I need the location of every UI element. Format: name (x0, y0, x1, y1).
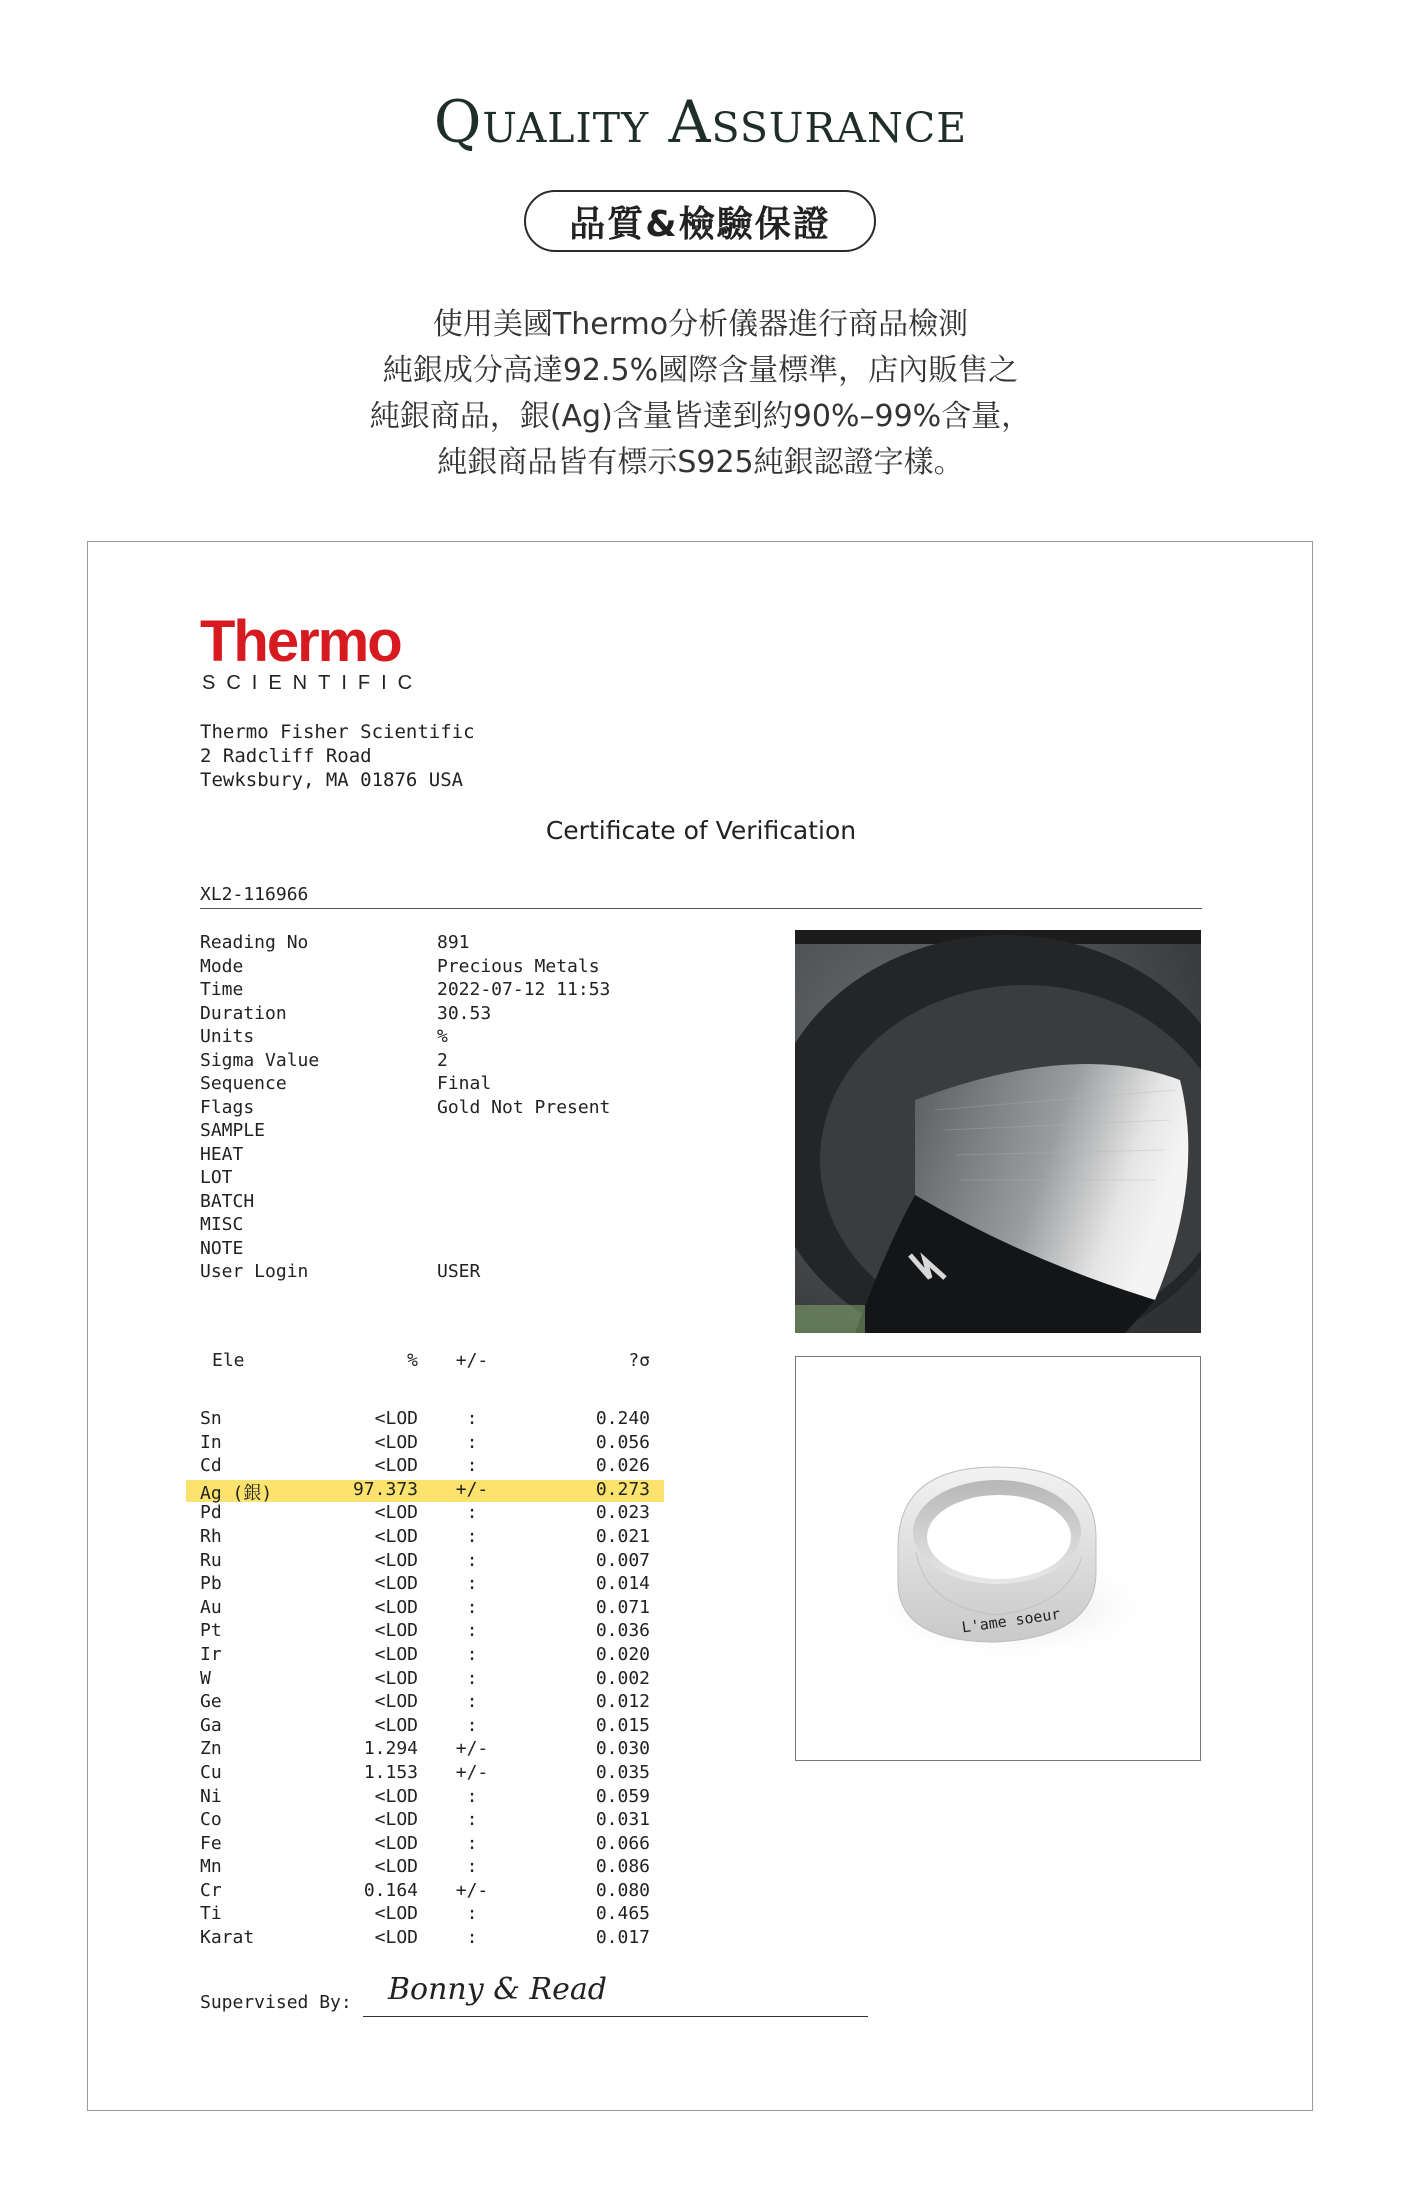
certificate-document (87, 541, 1313, 2111)
cell-sigma: 0.066 (595, 1832, 650, 1854)
cell-sigma: 0.071 (595, 1596, 650, 1618)
table-row (200, 1432, 720, 1456)
cell-element: Ge (200, 1691, 222, 1713)
cell-plus-minus: : (466, 1809, 478, 1831)
cell-element: Mn (200, 1856, 222, 1878)
cell-sigma: 0.030 (595, 1738, 650, 1760)
cell-sigma: 0.023 (595, 1502, 650, 1524)
cell-plus-minus: : (466, 1903, 478, 1925)
sample-photo (795, 930, 1201, 1333)
table-row (200, 1715, 720, 1739)
cell-element: Pt (200, 1620, 222, 1642)
table-row (200, 1620, 720, 1644)
supervised-label: Supervised By: (200, 1992, 352, 2013)
metadata-key: Time (200, 979, 244, 1000)
cell-percent: <LOD (374, 1927, 418, 1949)
cell-sigma: 0.007 (595, 1549, 650, 1571)
table-row (200, 1833, 720, 1857)
cell-percent: <LOD (374, 1549, 418, 1571)
cell-sigma: 0.240 (595, 1408, 650, 1429)
thermo-logo: Thermo (200, 609, 401, 674)
intro-line: 純銀商品皆有標示S925純銀認證字樣。 (437, 445, 964, 480)
serial-number: XL2-116966 (200, 884, 309, 905)
cell-element: In (200, 1431, 222, 1453)
table-row (200, 1691, 720, 1715)
cell-element: Zn (200, 1738, 222, 1760)
metadata-key: Mode (200, 955, 244, 977)
cell-sigma: 0.020 (595, 1643, 650, 1665)
cell-sigma: 0.273 (595, 1478, 650, 1500)
cell-percent: <LOD (374, 1856, 418, 1878)
cell-percent: <LOD (374, 1903, 418, 1925)
metadata-key: BATCH (200, 1190, 255, 1212)
table-row-highlighted (200, 1479, 720, 1503)
metadata-value: Gold Not Present (437, 1096, 611, 1118)
cell-sigma: 0.017 (595, 1927, 650, 1949)
cell-element: Sn (200, 1408, 222, 1429)
cell-element: Ir (200, 1643, 222, 1665)
thermo-logo-subtitle: SCIENTIFIC (202, 672, 424, 694)
metadata-value: 2 (437, 1049, 448, 1071)
cell-element: Karat (200, 1927, 255, 1949)
cell-sigma: 0.014 (595, 1573, 650, 1595)
table-row (200, 1597, 720, 1621)
cell-percent: 1.153 (363, 1761, 418, 1783)
table-row (200, 1644, 720, 1668)
table-row (200, 1502, 720, 1526)
address-line: Thermo Fisher Scientific (200, 721, 475, 743)
cell-plus-minus: +/- (455, 1478, 489, 1500)
cell-sigma: 0.035 (595, 1761, 650, 1783)
header-plus-minus: +/- (455, 1350, 489, 1371)
ring-photo (795, 1356, 1201, 1761)
metadata-value: % (437, 1026, 448, 1047)
cell-sigma: 0.012 (595, 1691, 650, 1713)
cell-sigma: 0.059 (595, 1785, 650, 1807)
cell-sigma: 0.002 (595, 1667, 650, 1689)
cell-percent: <LOD (374, 1455, 418, 1477)
metadata-value: 2022-07-12 11:53 (437, 979, 611, 1000)
metadata-key: Units (200, 1026, 255, 1047)
cell-element: Cu (200, 1761, 222, 1783)
cell-element: Fe (200, 1832, 222, 1854)
page-title: Quality Assurance (433, 88, 968, 156)
cell-percent: 0.164 (363, 1879, 418, 1901)
certificate-title: Certificate of Verification (545, 816, 857, 845)
table-row (200, 1738, 720, 1762)
metadata-key: NOTE (200, 1237, 244, 1259)
table-row (200, 1880, 720, 1904)
cell-percent: 97.373 (352, 1478, 418, 1500)
cell-plus-minus: : (466, 1525, 478, 1547)
cell-sigma: 0.026 (595, 1455, 650, 1477)
metadata-key: Sigma Value (200, 1049, 320, 1071)
cell-plus-minus: : (466, 1714, 478, 1736)
header-percent: % (407, 1350, 418, 1371)
metadata-value: Precious Metals (437, 955, 600, 977)
table-row (200, 1809, 720, 1833)
metadata-value: USER (437, 1261, 481, 1282)
table-row (200, 1526, 720, 1550)
cell-sigma: 0.086 (595, 1856, 650, 1878)
cell-sigma: 0.031 (595, 1809, 650, 1831)
table-row (200, 1573, 720, 1597)
cell-element: Ti (200, 1903, 222, 1925)
divider (200, 908, 1202, 909)
cell-plus-minus: : (466, 1856, 478, 1878)
cell-plus-minus: : (466, 1643, 478, 1665)
cell-plus-minus: : (466, 1502, 478, 1524)
cell-percent: <LOD (374, 1643, 418, 1665)
table-row (200, 1927, 720, 1951)
signature: Bonny & Read (388, 1972, 607, 2007)
cell-percent: <LOD (374, 1408, 418, 1429)
header-ele: Ele (212, 1350, 245, 1371)
metadata-key: Flags (200, 1096, 255, 1118)
cell-percent: <LOD (374, 1596, 418, 1618)
metadata-value: Final (437, 1073, 492, 1094)
table-body (200, 1408, 720, 1951)
cell-plus-minus: : (466, 1785, 478, 1807)
cell-percent: <LOD (374, 1667, 418, 1689)
cell-percent: <LOD (374, 1691, 418, 1713)
cell-element: Cr (200, 1879, 222, 1901)
cell-plus-minus: +/- (455, 1738, 489, 1760)
metadata-key: User Login (200, 1261, 309, 1282)
signature-line (363, 2016, 868, 2017)
cell-element: Ag (銀) (200, 1482, 273, 1504)
metadata-value: 30.53 (437, 1002, 492, 1024)
cell-plus-minus: : (466, 1832, 478, 1854)
address-line: Tewksbury, MA 01876 USA (200, 769, 464, 791)
cell-percent: <LOD (374, 1714, 418, 1736)
table-row (200, 1668, 720, 1692)
cell-percent: <LOD (374, 1573, 418, 1595)
metadata-key: MISC (200, 1214, 244, 1235)
table-row (200, 1455, 720, 1479)
address-line: 2 Radcliff Road (200, 745, 372, 767)
cell-percent: <LOD (374, 1809, 418, 1831)
cell-element: Ru (200, 1549, 222, 1571)
metadata-key: Reading No (200, 932, 309, 953)
cell-plus-minus: : (466, 1431, 478, 1453)
table-row (200, 1550, 720, 1574)
metadata-key: HEAT (200, 1143, 244, 1165)
metadata-key: Duration (200, 1002, 287, 1024)
company-address (200, 720, 475, 792)
cell-plus-minus: : (466, 1408, 478, 1429)
cell-plus-minus: : (466, 1667, 478, 1689)
table-row (200, 1903, 720, 1927)
cell-sigma: 0.080 (595, 1879, 650, 1901)
cell-plus-minus: : (466, 1691, 478, 1713)
cell-percent: <LOD (374, 1431, 418, 1453)
cell-element: Cd (200, 1455, 222, 1477)
cell-plus-minus: +/- (455, 1761, 489, 1783)
cell-percent: <LOD (374, 1832, 418, 1854)
cell-percent: <LOD (374, 1785, 418, 1807)
cell-percent: 1.294 (363, 1738, 418, 1760)
cell-percent: <LOD (374, 1525, 418, 1547)
cell-element: W (200, 1667, 211, 1689)
metadata-value: 891 (437, 932, 470, 953)
cell-plus-minus: : (466, 1455, 478, 1477)
cell-element: Pd (200, 1502, 222, 1524)
quality-badge: 品質&檢驗保證 (524, 190, 876, 252)
cell-sigma: 0.056 (595, 1431, 650, 1453)
cell-element: Au (200, 1596, 222, 1618)
metadata-key: SAMPLE (200, 1120, 266, 1141)
table-row (200, 1786, 720, 1810)
cell-plus-minus: : (466, 1596, 478, 1618)
cell-element: Ni (200, 1785, 222, 1807)
cell-element: Pb (200, 1573, 222, 1595)
cell-sigma: 0.021 (595, 1525, 650, 1547)
metadata-key: LOT (200, 1167, 233, 1188)
cell-plus-minus: : (466, 1927, 478, 1949)
cell-percent: <LOD (374, 1502, 418, 1524)
header-sigma: ?σ (628, 1350, 650, 1371)
intro-line: 純銀商品，銀(Ag)含量皆達到約90%–99%含量， (369, 399, 1032, 434)
table-row (200, 1856, 720, 1880)
metadata-key: Sequence (200, 1073, 287, 1094)
cell-plus-minus: +/- (455, 1879, 489, 1901)
cell-element: Ga (200, 1714, 222, 1736)
intro-line: 純銀成分高達92.5%國際含量標準，店內販售之 (382, 353, 1019, 388)
table-row (200, 1762, 720, 1786)
cell-plus-minus: : (466, 1549, 478, 1571)
cell-element: Rh (200, 1525, 222, 1547)
table-row (200, 1408, 720, 1432)
cell-sigma: 0.465 (595, 1903, 650, 1925)
cell-sigma: 0.036 (595, 1620, 650, 1642)
cell-element: Co (200, 1809, 222, 1831)
intro-text (0, 302, 1401, 486)
cell-sigma: 0.015 (595, 1714, 650, 1736)
cell-percent: <LOD (374, 1620, 418, 1642)
cell-plus-minus: : (466, 1620, 478, 1642)
ring-engraving: L'ame soeur (960, 1604, 1062, 1637)
intro-line: 使用美國Thermo分析儀器進行商品檢測 (432, 307, 969, 342)
cell-plus-minus: : (466, 1573, 478, 1595)
